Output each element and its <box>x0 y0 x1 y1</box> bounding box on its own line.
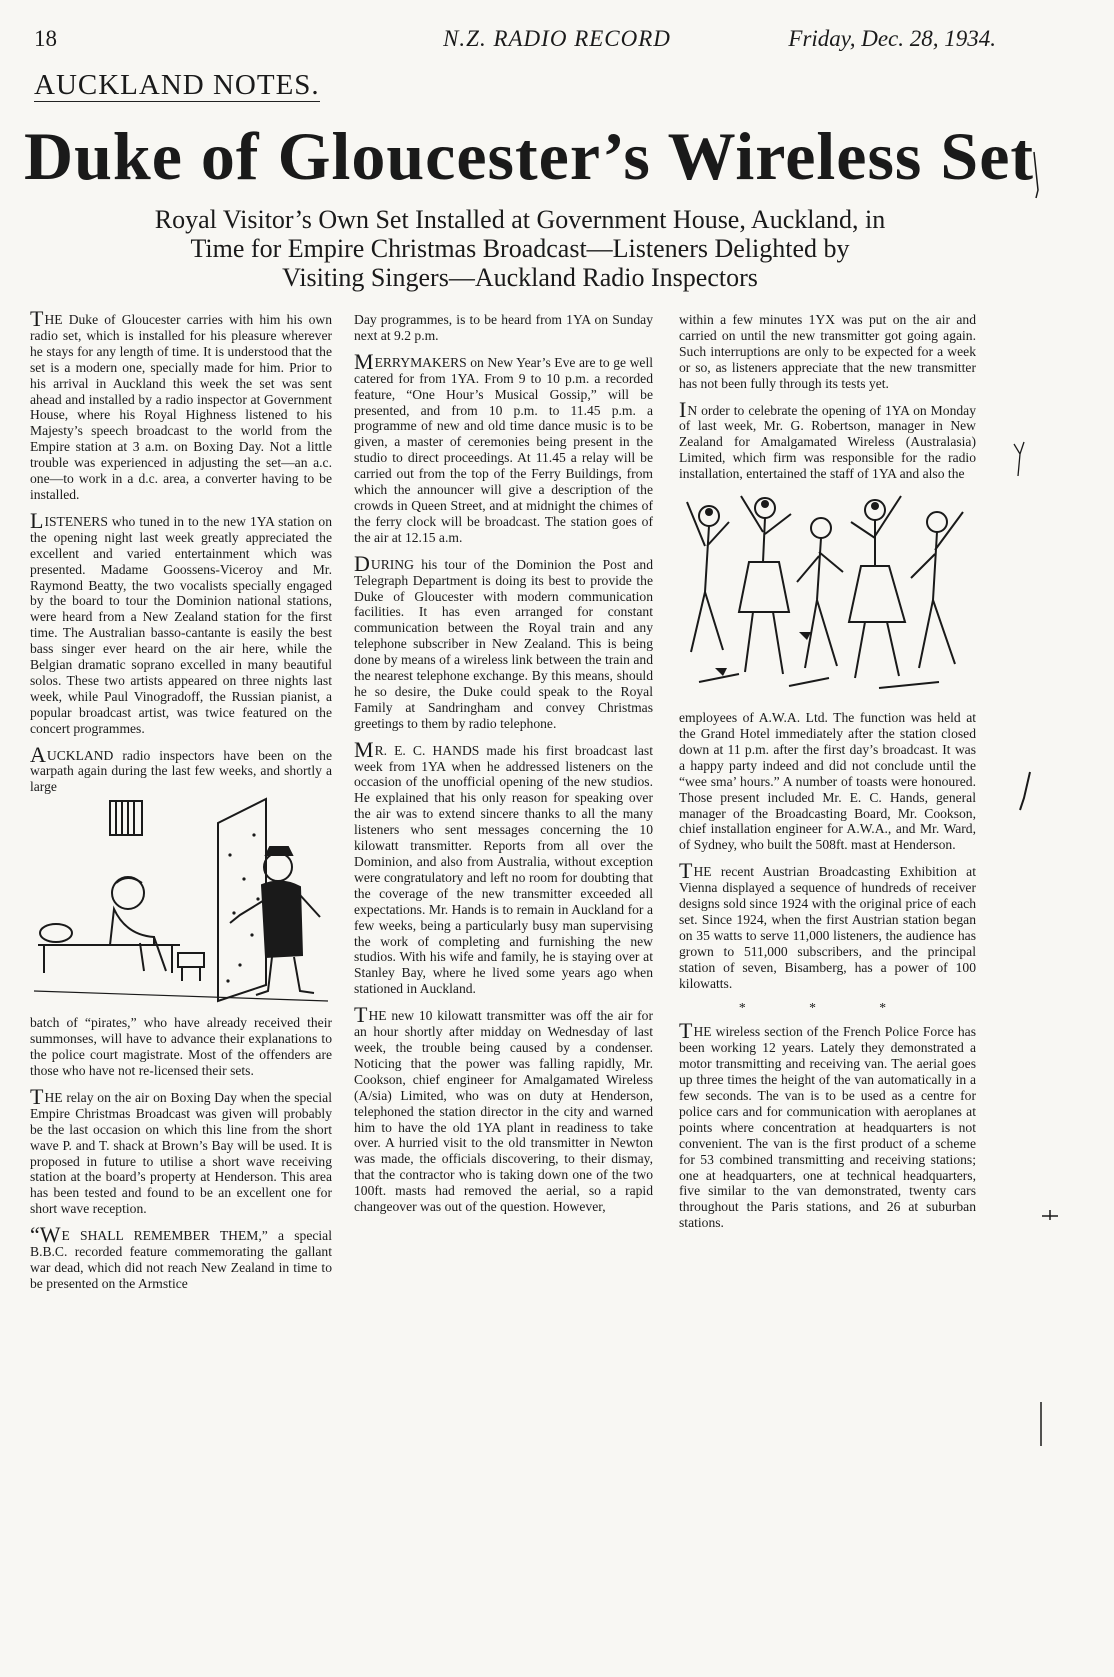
margin-pen-mark <box>1040 1206 1060 1226</box>
article-paragraph <box>679 1018 976 1231</box>
paragraph-text: HE wireless section of the French Police Force has been working 12 years. Lately they demonstrated a motor transmitting and receiving van. The aerial goes up three times the height of the van automatically in a few seconds. The van is to be used as a centre for police cars and for communication with aeroplanes at points where concentration at headquarters is not convenient. The van is the first product of a scheme for 53 combined transmitting and receiving stations; one at headquarters, one at technical headquarters, five similar to the van demonstrated, twenty cars throughout the Paris stations, and 26 at suburban stations. <box>679 1024 976 1231</box>
article-paragraph <box>354 348 653 546</box>
column-3 <box>679 312 976 1242</box>
paragraph-text: within a few minutes 1YX was put on the air and carried on until the new transmitter got going again. Such interruptions are only to be expected for a week or so, as listeners appreciate that the new transmitter has not been fully through its tests yet. <box>679 312 976 391</box>
drop-cap: M <box>354 736 374 762</box>
margin-pen-mark <box>1036 1400 1046 1450</box>
paragraph-text: URING his tour of the Dominion the Post and Telegraph Department is doing its best to provide the Duke of Gloucester with modern communication facilities. It has even arranged for constant communication between the Royal train and any telephone subscriber in New Zealand. This is being done by means of a wireless link between the train and the nearest telephone exchange. By this means, should he so desire, the Duke could speak to the Royal Family at Sandringham and convey Christmas greetings to them by radio telephone. <box>354 556 653 731</box>
issue-date: Friday, Dec. 28, 1934. <box>788 26 996 51</box>
drop-cap: T <box>30 1083 44 1109</box>
article-paragraph <box>30 306 332 503</box>
subheadline-line: Royal Visitor’s Own Set Installed at Government House, Auckland, in <box>154 205 886 234</box>
article-paragraph <box>30 741 332 796</box>
article-paragraph <box>679 396 976 483</box>
subheadline <box>30 205 1010 292</box>
drop-cap: A <box>30 741 46 767</box>
drop-cap: I <box>679 396 687 422</box>
paragraph-text: Day programmes, is to be heard from 1YA on Sunday next at 9.2 p.m. <box>354 312 653 343</box>
article-paragraph <box>30 1015 332 1079</box>
headline: Duke of Gloucester’s Wireless Set <box>24 118 1035 194</box>
drop-cap: L <box>30 507 44 533</box>
cartoon-radio-inspector <box>30 795 332 1007</box>
paragraph-text: HE new 10 kilowatt transmitter was off the air for an hour shortly after midday on Wednesday of last week, the trouble being caused by a condenser. Noticing that the power was falling rapidly, Mr. Cookson, chief engineer for Amalgamated Wireless (A/sia) Limited, who was on duty at Henderson, telephoned the station director in the city and warned him to have the old 1YA plant in readiness to take over. A hurried visit to the old transmitter in Newton was made, the officials discovering, to their dismay, that the contractor who is taking down one of the two 100ft. masts had removed the aerial, so a rapid changeover was out of the question. However, <box>354 1008 653 1215</box>
paragraph-text: employees of A.W.A. Ltd. The function was held at the Grand Hotel immediately after the station closed down at 11 p.m. after the first day’s broadcast. It was a happy party indeed and did not conclude until the “wee sma’ hours.” A number of toasts were honoured. Those present included Mr. E. C. Hands, general manager of the Broadcasting Board, Mr. Cookson, chief installation engineer for A.W.A., and Mr. Ward, of Sydney, who built the 508ft. mast at Henderson. <box>679 710 976 853</box>
section-title: AUCKLAND NOTES. <box>34 69 320 101</box>
column-1 <box>30 306 332 1303</box>
paragraph-text: batch of “pirates,” who have already received their summonses, will have to advance their explanations to the police court magistrate. Most of the offenders are those who have not re-licensed their sets. <box>30 1015 332 1078</box>
margin-pen-mark <box>1028 150 1042 200</box>
article-paragraph <box>354 312 653 344</box>
drop-cap: D <box>354 550 370 576</box>
subheadline-line: Time for Empire Christmas Broadcast—Listeners Delighted by <box>190 234 850 263</box>
subheadline-line: Visiting Singers—Auckland Radio Inspectors <box>282 263 758 292</box>
drop-cap: T <box>679 1018 693 1044</box>
article-paragraph <box>679 710 976 853</box>
article-paragraph <box>30 1222 332 1292</box>
drop-cap: T <box>30 306 44 331</box>
paragraph-text: E SHALL REMEMBER THEM,” a special B.B.C. recorded feature commemorating the gallant war dead, which did not reach New Zealand in time to be presented on the Armstice <box>30 1228 332 1291</box>
article-paragraph <box>679 858 976 991</box>
column-2 <box>354 312 653 1226</box>
article-paragraph <box>354 736 653 998</box>
margin-pen-mark <box>1016 770 1036 814</box>
drop-cap: M <box>354 348 374 374</box>
page-number: 18 <box>34 26 57 51</box>
drop-cap: T <box>354 1002 368 1028</box>
margin-pen-mark <box>1010 440 1030 480</box>
article-paragraph <box>354 1002 653 1215</box>
cartoon-dancing-party <box>679 482 976 702</box>
article-paragraph <box>679 312 976 392</box>
drop-cap: “W <box>30 1222 61 1248</box>
paragraph-text: HE Duke of Gloucester carries with him his own radio set, which is installed for his pleasure wherever he stays for any length of time. It is understood that the set is a modern one, specially made for him. Prior to his arrival in Auckland this week the set was sent ahead and installed by a radio inspector at Government House, where his Royal Highness listened to his Majesty’s speech broadcast to the world from the Empire station at 3 a.m. on Boxing Day. Not a little trouble was experienced in adjusting the set—an a.c. one—to work in a d.c. area, a converter having to be installed. <box>30 312 332 502</box>
paragraph-text: HE recent Austrian Broadcasting Exhibition at Vienna displayed a sequence of hundreds of receiver designs sold since 1924 with the original price of each set. Since 1924, when the first Austrian station began on 35 watts to serve 11,000 listeners, the audience has grown to 511,000 subscribers, and the principal station of seven, Bisamberg, has a power of 100 kilowatts. <box>679 864 976 991</box>
paragraph-text: N order to celebrate the opening of 1YA on Monday of last week, Mr. G. Robertson, manager in New Zealand for Amalgamated Wireless (Australasia) Limited, which firm was responsible for the radio installation, entertained the staff of 1YA and also the <box>679 402 976 482</box>
paragraph-text: ISTENERS who tuned in to the new 1YA station on the opening night last week greatly appreciated the excellent and varied entertainment which was presented. Madame Goossens-Viceroy and Mr. Raymond Beatty, the two vocalists specially engaged by the board to tour the Dominion national stations, were heard from a New Zealand station for the first time. The Australian basso-cantante is easily the best bass singer ever heard on the air here, while the Belgian dramatic soprano excelled in many beautiful solos. These two artists appeared on three nights last week, while Paul Vinogradoff, the Russian pianist, a popular broadcast artist, was twice featured on the concert programmes. <box>30 513 332 736</box>
publication-title: N.Z. RADIO RECORD <box>443 26 671 51</box>
paragraph-text: UCKLAND radio inspectors have been on the warpath again during the last few weeks, and shortly a large <box>30 747 332 795</box>
paragraph-text: R. E. C. HANDS made his first broadcast last week from 1YA when he addressed listeners on the occasion of the unofficial opening of the new studios. He explained that his only reason for speaking over the air was to extend sincere thanks to all the many listeners who sent messages concerning the 10 kilowatt transmitter. Reports from all over the Dominion, and also from Australia, without exception were congratulatory and left no room for doubting that the coverage of the new transmitter exceeded all expectations. Mr. Hands is to remain in Auckland for a few weeks, being a particularly busy man supervising the work of completing and furnishing the new studios. With his wife and family, he is staying over at Stanley Bay, where he lived some years ago when stationed in Auckland. <box>354 742 653 997</box>
paragraph-text: ERRYMAKERS on New Year’s Eve are to ge well catered for from 1YA. From 9 to 10 p.m. a recorded feature, “One Hour’s Musical Gossip,” will be presented, and from 10 p.m. to 11.45 p.m. a programme of new and old time dance music is to be given, a master of ceremonies being present in the studio to direct proceedings. At 11.45 a relay will be carried out from the top of the Ferry Buildings, from which the announcer will give a description of the crowds in Queen Street, and at midnight the chimes of the ferry clock will be broadcast. The station goes of the air at 12.15 a.m. <box>354 354 653 545</box>
article-paragraph <box>30 507 332 737</box>
article-paragraph <box>30 1083 332 1217</box>
drop-cap: T <box>679 858 693 884</box>
paragraph-text: HE relay on the air on Boxing Day when the special Empire Christmas Broadcast was given will probably be the last occasion on which this line from the short wave P. and T. shack at Brown’s Bay will be used. It is proposed in future to utilise a short wave receiving station at the board’s property at Henderson. This area has been tested and found to be an excellent one for short wave reception. <box>30 1089 332 1217</box>
article-paragraph <box>354 550 653 732</box>
section-divider-stars: * * * <box>738 1000 917 1016</box>
